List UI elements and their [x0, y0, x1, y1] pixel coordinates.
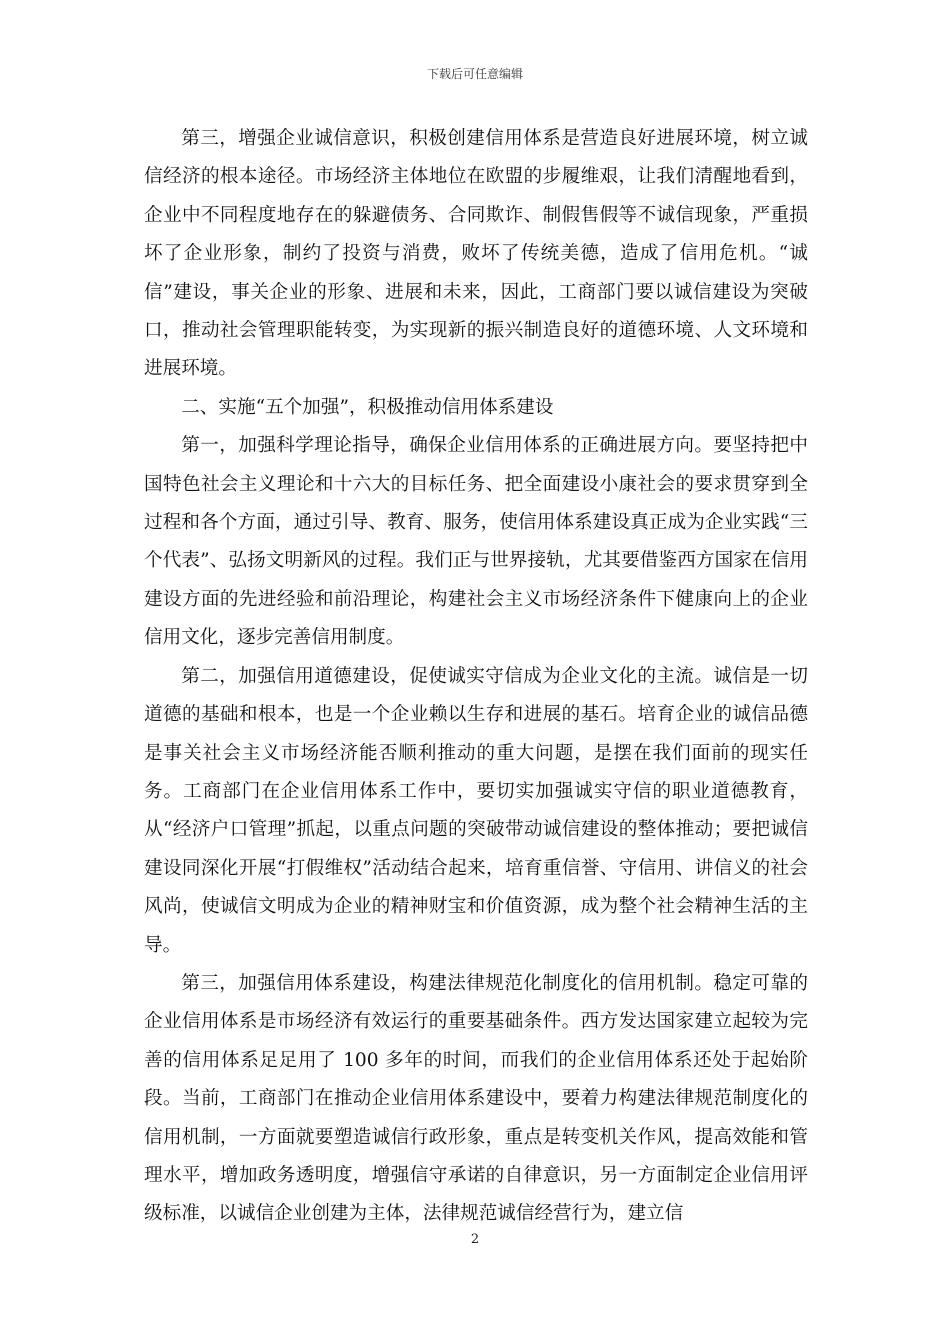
page-header: 下载后可任意编辑 [426, 67, 523, 81]
paragraph-first-theory-guidance: 第一，加强科学理论指导，确保企业信用体系的正确进展方向。要坚持把中国特色社会主义理论和十六大的目标任务、把全面建设小康社会的要求贯穿到全过程和各个方面，通过引导、教育、服务，使信用体系建设真正成为企业实践“三个代表”、弘扬文明新风的过程。我们正与世界接轨，尤其要借鉴西方国家在信用建设方面的先进经验和前沿理论，构建社会主义市场经济条件下健康向上的企业信用文化，逐步完善信用制度。 [144, 435, 808, 649]
document-body [144, 120, 808, 1234]
page-number: 2 [470, 1232, 480, 1247]
paragraph-second-credit-morality: 第二，加强信用道德建设，促使诚实守信成为企业文化的主流。诚信是一切道德的基础和根本，也是一个企业赖以生存和进展的基石。培育企业的诚信品德是事关社会主义市场经济能否顺利推动的重大问题，是摆在我们面前的现实任务。工商部门在企业信用体系工作中，要切实加强诚实守信的职业道德教育，从“经济户口管理”抓起，以重点问题的突破带动诚信建设的整体推动；要把诚信建设同深化开展“打假维权”活动结合起来，培育重信誉、守信用、讲信义的社会风尚，使诚信文明成为企业的精神财宝和价值资源，成为整个社会精神生活的主导。 [144, 665, 808, 956]
paragraph-third-credit-system: 第三，加强信用体系建设，构建法律规范化制度化的信用机制。稳定可靠的企业信用体系是市场经济有效运行的重要基础条件。西方发达国家建立起较为完善的信用体系足足用了 100 多年的时间，而我们的企业信用体系还处于起始阶段。当前，工商部门在推动企业信用体系建设中，要着力构建法律规范制度化的信用机制，一方面就要塑造诚信行政形象，重点是转变机关作风，提高效能和管理水平，增加政务透明度，增强信守承诺的自律意识，另一方面制定企业信用评级标准，以诚信企业创建为主体，法律规范诚信经营行为，建立信 [144, 972, 808, 1225]
section-heading-five-strengthenings: 二、实施“五个加强”，积极推动信用体系建设 [181, 396, 554, 418]
paragraph-third-integrity-awareness: 第三，增强企业诚信意识，积极创建信用体系是营造良好进展环境，树立诚信经济的根本途径。市场经济主体地位在欧盟的步履维艰，让我们清醒地看到，企业中不同程度地存在的躲避债务、合同欺诈、制假售假等不诚信现象，严重损坏了企业形象，制约了投资与消费，败坏了传统美德，造成了信用危机。“诚信”建设，事关企业的形象、进展和未来，因此，工商部门要以诚信建设为突破口，推动社会管理职能转变，为实现新的振兴制造良好的道德环境、人文环境和进展环境。 [144, 128, 808, 380]
